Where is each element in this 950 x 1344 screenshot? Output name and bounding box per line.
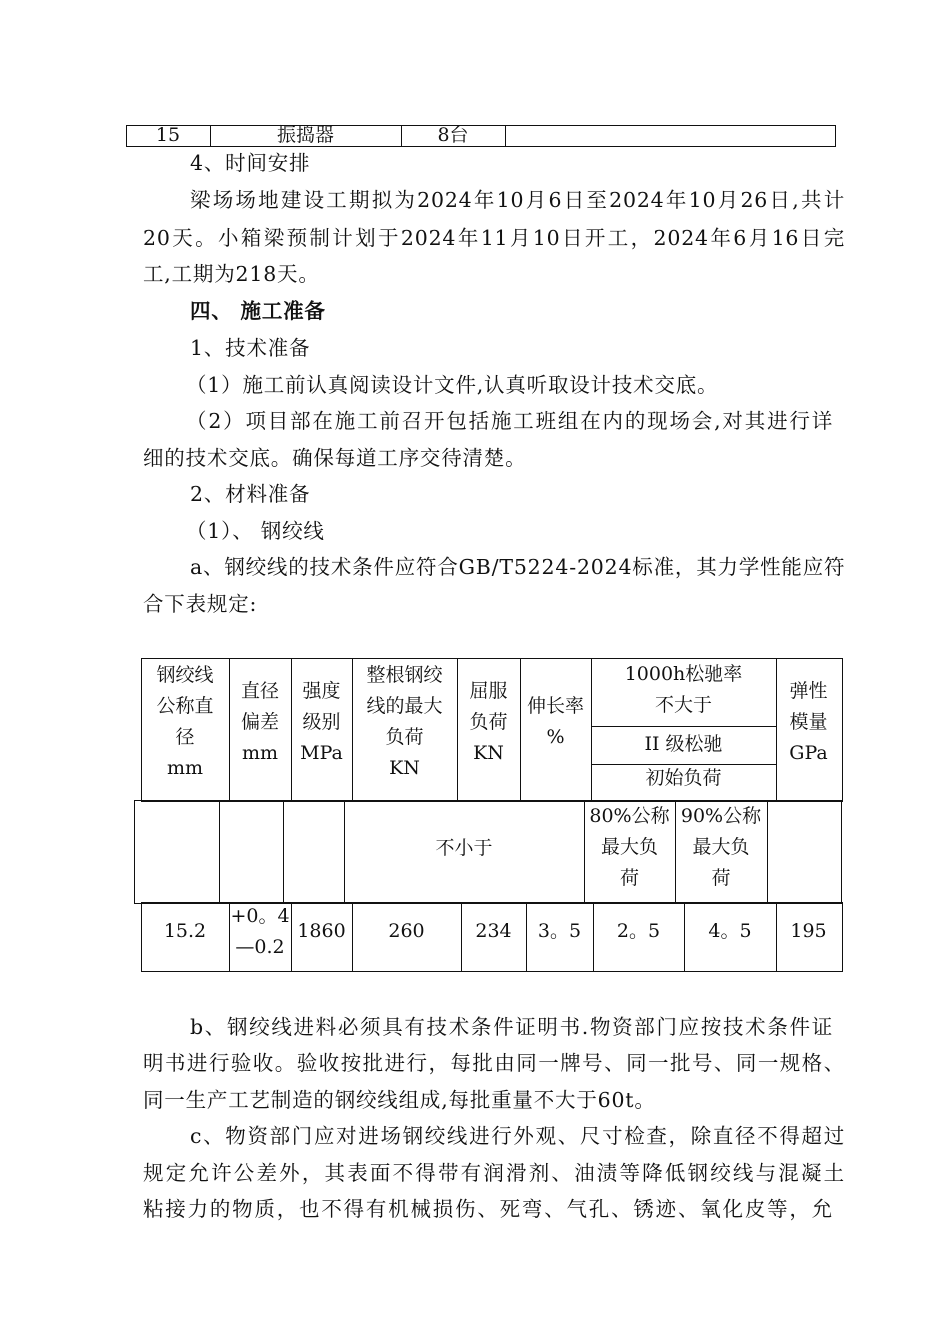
- header-diameter-deviation: 直径 偏差 mm: [240, 679, 279, 764]
- value-relax-80pct: 2。5: [616, 919, 661, 942]
- list-item: （2）项目部在施工前召开包括施工班组在内的现场会,对其进行详: [186, 409, 833, 433]
- paragraph-line: 细的技术交底。确保每道工序交待清楚。: [143, 446, 527, 470]
- paragraph-line: 同一生产工艺制造的钢绞线组成,每批重量不大于60t。: [143, 1088, 656, 1112]
- table-divider: [283, 800, 284, 903]
- paragraph-line: 规定允许公差外，其表面不得带有润滑剂、油渍等降低钢绞线与混凝土: [143, 1161, 845, 1185]
- value-strength-grade: 1860: [297, 919, 346, 942]
- list-item: （1）、 钢绞线: [186, 519, 325, 543]
- value-yield-load: 234: [475, 919, 512, 942]
- section-heading: 2、材料准备: [190, 482, 311, 506]
- paragraph-line: 工,工期为218天。: [143, 262, 320, 286]
- value-nominal-diameter: 15.2: [163, 919, 207, 942]
- header-relaxation-class: II 级松驰: [644, 732, 723, 755]
- equipment-quantity: 8台: [437, 123, 469, 146]
- chapter-heading: 四、 施工准备: [190, 299, 326, 323]
- value-elongation: 3。5: [537, 919, 582, 942]
- paragraph-line: 粘接力的物质，也不得有机械损伤、死弯、气孔、锈迹、氧化皮等，允: [143, 1197, 833, 1221]
- list-item: （1）施工前认真阅读设计文件,认真听取设计技术交底。: [186, 373, 719, 397]
- paragraph-line: 梁场场地建设工期拟为2024年10月6日至2024年10月26日,共计: [190, 188, 845, 212]
- paragraph-line: c、物资部门应对进场钢绞线进行外观、尺寸检查，除直径不得超过: [190, 1124, 845, 1148]
- value-elastic-modulus: 195: [790, 919, 827, 942]
- header-nominal-diameter: 钢绞线 公称直 径 mm: [156, 664, 214, 779]
- section-heading: 4、时间安排: [190, 151, 311, 175]
- value-relax-90pct: 4。5: [708, 919, 752, 942]
- equipment-name: 振捣器: [276, 123, 334, 146]
- header-yield-load: 屈服 负荷 KN: [469, 679, 508, 764]
- table-divider: [767, 800, 768, 903]
- paragraph-line: b、钢绞线进料必须具有技术条件证明书.物资部门应按技术条件证: [190, 1015, 833, 1039]
- header-elastic-modulus: 弹性 模量 GPa: [789, 679, 828, 764]
- header-initial-load: 初始负荷: [645, 766, 722, 789]
- header-relaxation: 1000h松驰率 不大于: [624, 663, 743, 716]
- paragraph-line: a、钢绞线的技术条件应符合GB/T5224-2024标准，其力学性能应符: [190, 555, 846, 579]
- value-max-load: 260: [388, 919, 425, 942]
- paragraph-line: 20天。小箱梁预制计划于2024年11月10日开工，2024年6月16日完: [143, 226, 845, 250]
- header-elongation: 伸长率 %: [526, 695, 584, 748]
- header-max-load: 整根钢绞 线的最大 负荷 KN: [366, 664, 443, 779]
- value-diameter-deviation: +0。4 —0.2: [230, 905, 290, 958]
- table-divider: [219, 800, 220, 903]
- section-heading: 1、技术准备: [190, 336, 311, 360]
- paragraph-line: 合下表规定:: [143, 592, 258, 616]
- table-divider: [505, 125, 506, 146]
- header-80pct-load: 80%公称 最大负 荷: [589, 804, 670, 889]
- header-90pct-load: 90%公称 最大负 荷: [680, 804, 762, 889]
- equipment-index: 15: [155, 123, 181, 146]
- header-not-less-than: 不小于: [435, 836, 493, 859]
- paragraph-line: 明书进行验收。验收按批进行，每批由同一牌号、同一批号、同一规格、: [143, 1051, 845, 1075]
- header-strength-grade: 强度 级别 MPa: [300, 679, 343, 764]
